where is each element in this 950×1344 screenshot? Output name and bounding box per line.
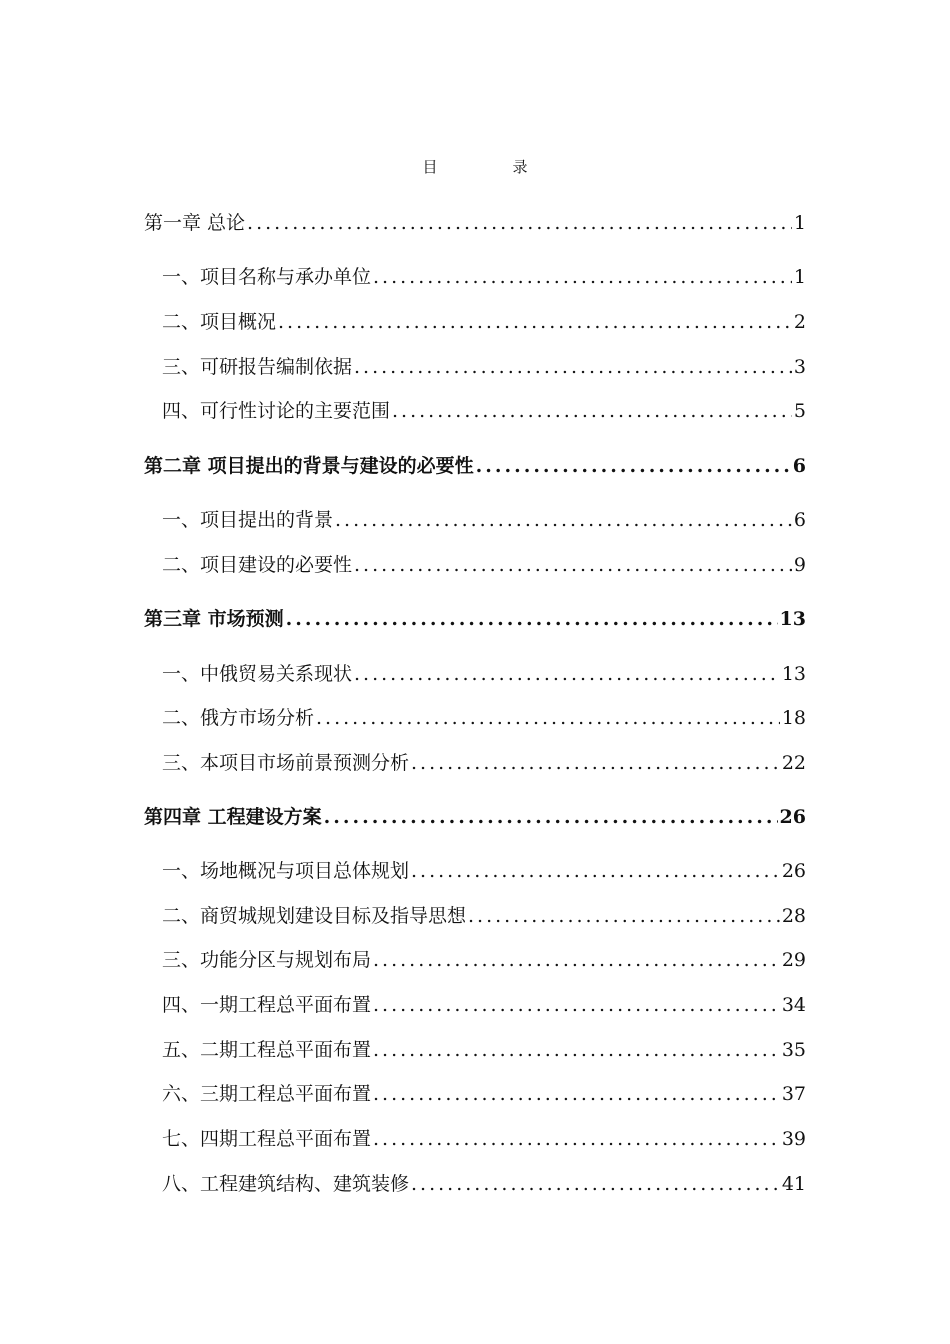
toc-leader-dots	[468, 901, 780, 931]
toc-entry-page: 1	[793, 266, 806, 288]
toc-entry	[144, 748, 806, 778]
toc-entry-label: 二、商贸城规划建设目标及指导思想	[162, 905, 467, 927]
toc-entry	[144, 208, 806, 238]
toc-leader-dots	[373, 1079, 780, 1109]
toc-entry-page: 37	[781, 1083, 806, 1105]
toc-entry-page: 13	[781, 663, 806, 685]
toc-entry-label: 四、一期工程总平面布置	[162, 994, 372, 1016]
toc-entry	[144, 307, 806, 337]
toc-entry-label: 五、二期工程总平面布置	[162, 1039, 372, 1061]
toc-entry-page: 35	[781, 1039, 806, 1061]
toc-leader-dots	[476, 451, 791, 481]
toc-entry-page: 34	[781, 994, 806, 1016]
toc-chapter-entry	[144, 451, 806, 481]
toc-entry	[144, 901, 806, 931]
toc-leader-dots	[373, 945, 780, 975]
toc-leader-dots	[411, 1169, 780, 1199]
toc-chapter-entry	[144, 604, 806, 634]
toc-entry	[144, 550, 806, 580]
toc-leader-dots	[411, 748, 780, 778]
toc-leader-dots	[373, 990, 780, 1020]
toc-entry-label: 一、项目提出的背景	[162, 509, 334, 531]
toc-entry	[144, 1169, 806, 1199]
toc-entry-label: 二、项目建设的必要性	[162, 554, 353, 576]
toc-entry-page: 13	[779, 608, 806, 630]
toc-entry-page: 5	[793, 400, 806, 422]
toc-entry-page: 26	[781, 860, 806, 882]
toc-entry-label: 四、可行性讨论的主要范围	[162, 400, 391, 422]
toc-leader-dots	[373, 262, 792, 292]
toc-entry-label: 第四章 工程建设方案	[144, 806, 322, 828]
toc-entry-label: 一、场地概况与项目总体规划	[162, 860, 410, 882]
toc-entry-label: 一、中俄贸易关系现状	[162, 663, 353, 685]
toc-leader-dots	[354, 550, 792, 580]
toc-leader-dots	[354, 659, 780, 689]
toc-entry	[144, 945, 806, 975]
toc-entry-page: 3	[793, 356, 806, 378]
toc-entry-label: 三、本项目市场前景预测分析	[162, 752, 410, 774]
toc-leader-dots	[324, 802, 778, 832]
toc-entry-page: 39	[781, 1128, 806, 1150]
toc-entry-label: 一、项目名称与承办单位	[162, 266, 372, 288]
toc-entry	[144, 1035, 806, 1065]
toc-entry-label: 七、四期工程总平面布置	[162, 1128, 372, 1150]
toc-leader-dots	[373, 1035, 780, 1065]
toc-leader-dots	[247, 208, 792, 238]
toc-entry	[144, 352, 806, 382]
toc-leader-dots	[335, 505, 792, 535]
toc-entry-label: 三、可研报告编制依据	[162, 356, 353, 378]
toc-entry-label: 六、三期工程总平面布置	[162, 1083, 372, 1105]
toc-entry	[144, 703, 806, 733]
toc-entry-label: 二、项目概况	[162, 311, 277, 333]
toc-leader-dots	[354, 352, 792, 382]
toc-entry-label: 八、工程建筑结构、建筑装修	[162, 1173, 410, 1195]
toc-leader-dots	[411, 856, 780, 886]
toc-title: 目 录	[422, 158, 558, 176]
toc-entry	[144, 856, 806, 886]
toc-entry-label: 第二章 项目提出的背景与建设的必要性	[144, 455, 474, 477]
toc-leader-dots	[286, 604, 778, 634]
toc-entry-page: 41	[781, 1173, 806, 1195]
toc-entry	[144, 396, 806, 426]
toc-entry-page: 28	[781, 905, 806, 927]
toc-entry-page: 2	[793, 311, 806, 333]
toc-entry	[144, 505, 806, 535]
toc-entry-label: 三、功能分区与规划布局	[162, 949, 372, 971]
toc-entry	[144, 990, 806, 1020]
toc-leader-dots	[316, 703, 780, 733]
toc-chapter-entry	[144, 802, 806, 832]
toc-entry-label: 第一章 总论	[144, 212, 246, 234]
toc-leader-dots	[373, 1124, 780, 1154]
toc-entry-page: 26	[779, 806, 806, 828]
toc-entry-label: 二、俄方市场分析	[162, 707, 315, 729]
toc-leader-dots	[392, 396, 792, 426]
toc-entry	[144, 659, 806, 689]
toc-entry	[144, 1124, 806, 1154]
toc-entry-page: 9	[793, 554, 806, 576]
toc-entry	[144, 262, 806, 292]
toc-entry-label: 第三章 市场预测	[144, 608, 284, 630]
toc-leader-dots	[278, 307, 792, 337]
toc-entry-page: 1	[793, 212, 806, 234]
toc-entry	[144, 1079, 806, 1109]
toc-entry-page: 6	[793, 509, 806, 531]
toc-entry-page: 18	[781, 707, 806, 729]
toc-entry-page: 29	[781, 949, 806, 971]
toc-entry-page: 6	[792, 455, 806, 477]
toc-entry-page: 22	[781, 752, 806, 774]
